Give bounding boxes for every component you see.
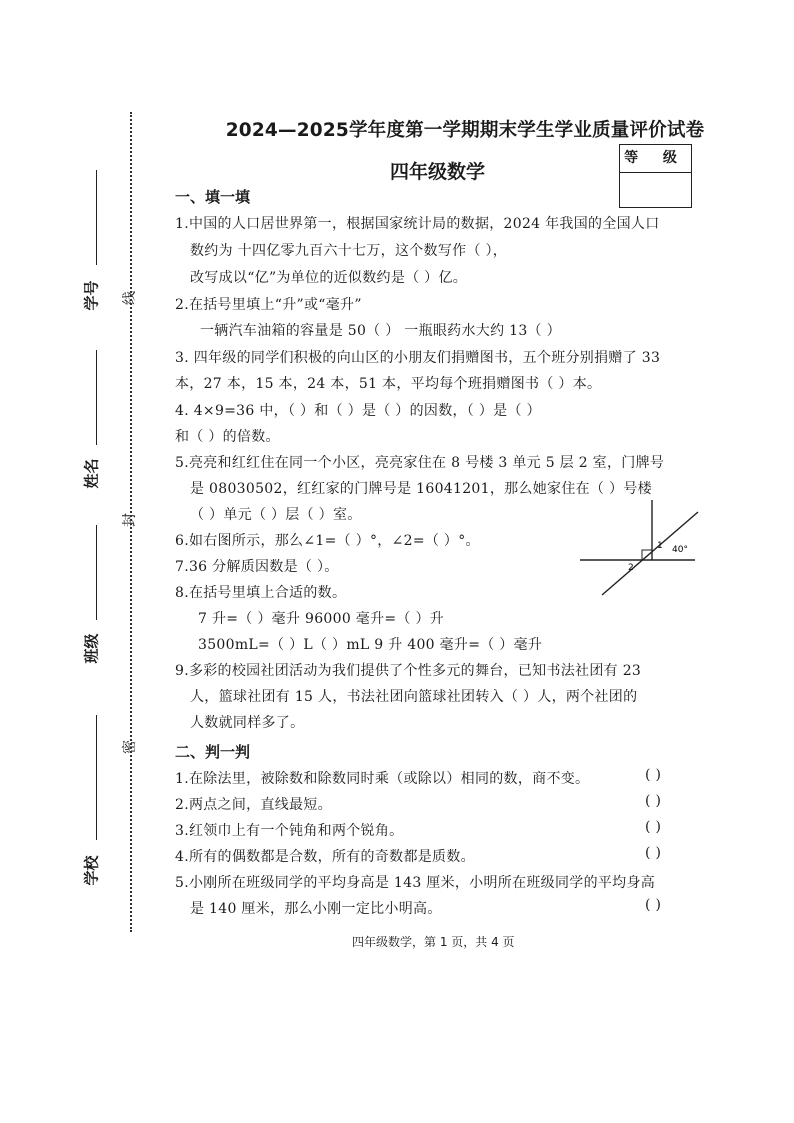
- question-line: 本，27 本，15 本，24 本，51 本，平均每个班捐赠图书（ ）本。: [175, 376, 602, 392]
- judge-line: 3.红领巾上有一个钝角和两个锐角。: [175, 823, 404, 839]
- question-line: 是 08030502，红红家的门牌号是 16041201，那么她家住在（ ）号楼: [190, 481, 652, 497]
- question-line: 1.中国的人口居世界第一，根据国家统计局的数据，2024 年我国的全国人口: [175, 216, 660, 232]
- judge-line: 1.在除法里，被除数和除数同时乘（或除以）相同的数，商不变。: [175, 771, 590, 787]
- question-line: 5.亮亮和红红住在同一个小区，亮亮家住在 8 号楼 3 单元 5 层 2 室，门牌号: [175, 455, 665, 471]
- question-line: 人数就同样多了。: [190, 715, 305, 731]
- answer-paren: ( ): [645, 793, 662, 809]
- question-line: 一辆汽车油箱的容量是 50（ ） 一瓶眼药水大约 13（ ）: [200, 323, 561, 339]
- binding-word-line: 线: [122, 291, 138, 305]
- section-heading-fill: 一、填一填: [175, 188, 251, 206]
- question-line: 7 升=（ ）毫升 96000 毫升=（ ）升: [198, 611, 445, 627]
- angle-40-label: 40°: [672, 545, 688, 555]
- school-line: [96, 715, 98, 840]
- question-line: 3. 四年级的同学们积极的向山区的小朋友们捐赠图书，五个班分别捐赠了 33: [175, 350, 661, 366]
- question-line: 数约为 十四亿零九百六十七万，这个数写作（ ），: [190, 243, 508, 259]
- judge-line: 是 140 厘米，那么小刚一定比小明高。: [190, 901, 442, 917]
- binding-dotted-line: [130, 112, 132, 932]
- question-line: 改写成以“亿”为单位的近似数约是（ ）亿。: [190, 270, 468, 286]
- answer-paren: ( ): [645, 767, 662, 783]
- exam-title: 2024—2025学年度第一学期期末学生学业质量评价试卷: [225, 120, 705, 141]
- exam-subtitle: 四年级数学: [390, 161, 486, 183]
- binding-word-secret: 密: [122, 740, 138, 754]
- judge-line: 5.小刚所在班级同学的平均身高是 143 厘米，小明所在班级同学的平均身高: [175, 875, 656, 891]
- angle-1-label: 1: [657, 541, 663, 551]
- question-line: 2.在括号里填上“升”或“毫升”: [175, 297, 362, 313]
- school-label: 学校: [82, 855, 101, 886]
- answer-paren: ( ): [645, 897, 662, 913]
- answer-paren: ( ): [645, 845, 662, 861]
- question-line: （ ）单元（ ）层（ ）室。: [190, 507, 362, 523]
- student-id-label: 学号: [82, 280, 101, 311]
- question-line: 6.如右图所示，那么∠1=（ ）°，∠2=（ ）°。: [175, 533, 480, 549]
- name-line: [96, 350, 98, 445]
- question-line: 4. 4×9=36 中，（ ）和（ ）是（ ）的因数，（ ）是（ ）: [175, 403, 541, 419]
- question-line: 7.36 分解质因数是（ ）。: [175, 559, 339, 575]
- question-line: 人，篮球社团有 15 人，书法社团向篮球社团转入（ ）人，两个社团的: [190, 689, 638, 705]
- question-line: 和（ ）的倍数。: [175, 429, 280, 445]
- judge-line: 2.两点之间，直线最短。: [175, 797, 332, 813]
- question-line: 9.多彩的校园社团活动为我们提供了个性多元的舞台，已知书法社团有 23: [175, 663, 642, 679]
- angle-figure: [580, 500, 700, 600]
- question-line: 8.在括号里填上合适的数。: [175, 585, 347, 601]
- class-label: 班级: [82, 633, 101, 664]
- judge-line: 4.所有的偶数都是合数，所有的奇数都是质数。: [175, 849, 475, 865]
- section-heading-judge: 二、判一判: [175, 743, 251, 761]
- page-footer: 四年级数学，第 1 页，共 4 页: [352, 935, 515, 949]
- class-line: [96, 525, 98, 620]
- grade-box: [619, 144, 692, 208]
- binding-word-seal: 封: [122, 513, 138, 527]
- name-label: 姓名: [82, 458, 101, 489]
- question-line: 3500mL=（ ）L（ ）mL 9 升 400 毫升=（ ）毫升: [198, 637, 543, 653]
- grade-box-label: 等 级: [620, 145, 691, 173]
- answer-paren: ( ): [645, 819, 662, 835]
- student-id-line: [96, 170, 98, 265]
- angle-2-label: 2: [628, 563, 634, 573]
